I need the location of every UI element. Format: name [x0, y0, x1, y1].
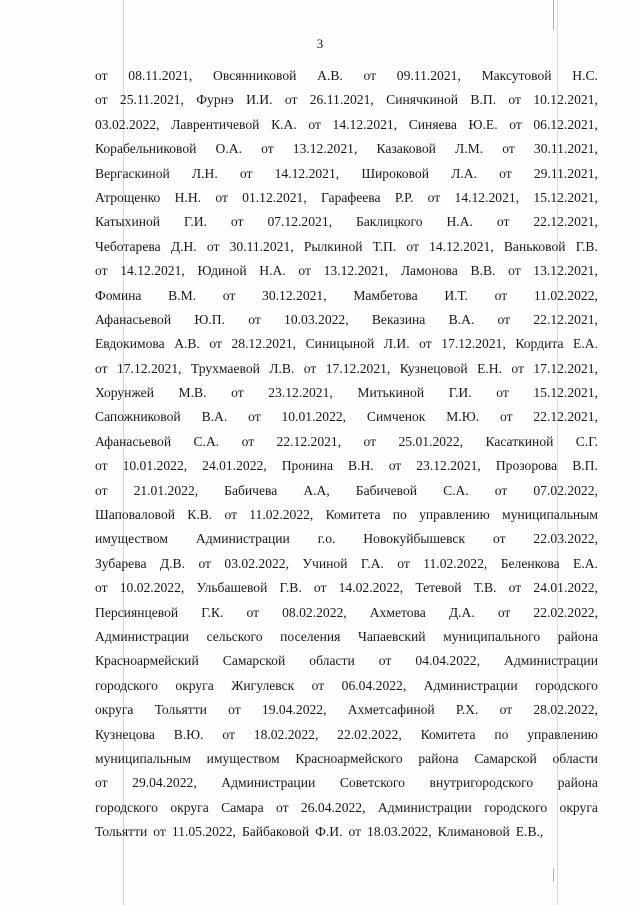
text-word: Чеботарева [95, 238, 161, 254]
text-word: Жигулевск [231, 677, 295, 693]
text-word: 10.03.2022, [284, 311, 349, 327]
text-word: Л.В. [269, 360, 295, 376]
text-word: от [222, 287, 236, 303]
text-word: от [497, 311, 511, 327]
text-word: от [496, 214, 510, 230]
text-word: Учиной [302, 555, 348, 571]
text-word: Евдокимова [95, 336, 165, 352]
text-word: от [95, 482, 108, 498]
text-line [95, 308, 598, 332]
text-word: 10.12.2021, [533, 92, 598, 108]
text-word: Тольятти [95, 824, 148, 840]
text-word: Юдиной [197, 263, 247, 279]
text-word: от [246, 604, 260, 620]
text-word: А.В. [317, 68, 343, 83]
text-word: Администрации [221, 775, 316, 791]
text-line [95, 137, 598, 161]
text-word: 14.12.2021, [274, 165, 340, 181]
text-word: 24.01.2022, [202, 458, 267, 474]
text-word: Администрации [195, 531, 290, 547]
text-word: Бабичевой [355, 482, 418, 498]
text-word: от [228, 702, 241, 718]
text-word: Л.М. [455, 141, 484, 157]
text-word: 22.12.2021, [276, 433, 342, 449]
text-word: от [239, 165, 253, 181]
text-word: 08.02.2022, [282, 604, 347, 620]
text-word: Зубарева [95, 555, 147, 571]
text-word: Мамбетова [353, 287, 418, 303]
text-word: Ю.П. [194, 311, 225, 327]
text-word: 21.01.2022, [133, 482, 199, 498]
text-word: от [363, 68, 377, 83]
text-word: 22.02.2022, [533, 604, 598, 620]
text-word: от [492, 531, 506, 547]
text-word: Администрации [95, 628, 189, 644]
text-word: от [95, 263, 108, 279]
text-word: 22.12.2021, [533, 409, 598, 425]
text-word: 23.12.2021, [416, 458, 481, 474]
text-word: от [499, 702, 513, 718]
text-word: Администрации [377, 799, 472, 815]
text-word: по [392, 507, 407, 523]
text-line [95, 210, 598, 234]
text-line [95, 601, 598, 625]
text-word: Д.А. [448, 604, 475, 620]
text-word: Катыхиной [95, 214, 161, 230]
text-word: К.В. [187, 507, 213, 523]
text-word: Хорунжей [95, 385, 154, 401]
text-word: Г.И. [184, 214, 207, 230]
text-word: от [261, 141, 274, 157]
text-word: Администрации [423, 677, 518, 693]
text-word: Широковой [361, 165, 430, 181]
text-word: Красноармейский [95, 653, 199, 669]
text-word: Т.В. [473, 580, 497, 596]
text-word: управлению [419, 507, 490, 523]
text-word: 10.02.2022, [119, 580, 185, 596]
text-line [95, 186, 598, 210]
text-word: 17.12.2021, [325, 360, 391, 376]
text-line [95, 625, 598, 649]
text-word: 15.12.2021, [533, 385, 598, 401]
text-word: 30.12.2021, [262, 287, 327, 303]
text-word: по [494, 726, 509, 742]
text-word: муниципального [443, 628, 541, 644]
text-word: 28.02.2022, [533, 702, 598, 718]
text-line [95, 723, 598, 747]
text-word: 04.04.2022, [415, 653, 480, 669]
text-word: городского [484, 799, 548, 815]
text-word: Синячкиной [386, 92, 459, 108]
text-word: 26.11.2021, [309, 92, 374, 108]
text-word: Фурнэ [196, 92, 234, 108]
text-word: имуществом [206, 750, 280, 766]
text-word: Ульбашевой [196, 580, 268, 596]
text-line [95, 674, 598, 698]
text-word: округа [95, 702, 134, 718]
text-word: от [388, 458, 402, 474]
text-word: от [206, 238, 220, 254]
text-word: Н.А. [446, 214, 473, 230]
text-word: 08.11.2021, [128, 68, 193, 83]
text-word: от [95, 458, 108, 474]
scan-edge-mark [553, 0, 554, 30]
text-word: городского [95, 799, 158, 815]
text-word: Д.Н. [170, 238, 197, 254]
text-word: Синицыной [305, 336, 375, 352]
text-word: 22.12.2021, [533, 311, 598, 327]
text-word: от [313, 580, 327, 596]
text-word: Кордита [515, 336, 564, 352]
text-word: 09.11.2021, [396, 68, 461, 83]
text-word: района [557, 775, 598, 791]
text-word: 18.02.2022, [253, 726, 319, 742]
text-word: Т.П. [372, 238, 397, 254]
body-text [95, 64, 598, 845]
text-word: Комитета [325, 507, 381, 523]
text-word: Вергаскиной [95, 165, 170, 181]
text-word: Г.И. [448, 385, 472, 401]
text-word: внутригородского [429, 775, 534, 791]
text-word: 10.01.2022, [122, 458, 188, 474]
text-word: от [311, 677, 325, 693]
text-word: от [378, 653, 392, 669]
text-line [95, 430, 598, 454]
text-word: от [348, 824, 362, 840]
text-word: Л.А. [451, 165, 477, 181]
text-word: Лаврентичевой [171, 116, 260, 132]
text-word: от [397, 555, 410, 571]
text-word: Красноармейского [295, 750, 403, 766]
text-word: 11.02.2022, [423, 555, 488, 571]
text-word: М.В. [178, 385, 207, 401]
text-word: от [275, 799, 289, 815]
text-word: Шаповаловой [95, 507, 176, 523]
text-word: Ламонова [400, 263, 458, 279]
text-line [95, 405, 598, 429]
text-word: 22.03.2022, [533, 531, 598, 547]
text-word: городского [95, 677, 158, 693]
text-word: муниципальным [95, 750, 191, 766]
text-word: В.А. [448, 311, 475, 327]
text-word: С.Г. [575, 433, 598, 449]
text-word: С.А. [443, 482, 469, 498]
text-word: от [303, 360, 317, 376]
text-word: Р.Р. [394, 189, 414, 205]
text-word: Чапаевский [358, 628, 426, 644]
text-word: Е.В., [515, 824, 544, 840]
text-line [95, 479, 598, 503]
text-line [95, 796, 598, 820]
text-word: 10.01.2022, [281, 409, 347, 425]
text-word: 15.12.2021, [533, 189, 598, 205]
text-word: 19.04.2022, [261, 702, 327, 718]
text-word: А.А, [303, 482, 330, 498]
text-line [95, 332, 598, 356]
text-line [95, 88, 598, 112]
text-word: округа [175, 677, 214, 693]
text-word: 29.11.2021, [533, 165, 598, 181]
text-line [95, 284, 598, 308]
text-word: от [494, 287, 508, 303]
text-word: Синяева [408, 116, 457, 132]
text-word: И.И. [246, 92, 273, 108]
text-word: Л.И. [383, 336, 410, 352]
text-word: Кузнецова [95, 726, 155, 742]
text-word: района [418, 750, 459, 766]
text-word: Д.В. [159, 555, 186, 571]
text-word: Ахметсафиной [347, 702, 435, 718]
text-word: 29.04.2022, [132, 775, 197, 791]
text-word: от [499, 409, 513, 425]
text-word: 24.01.2022, [533, 580, 598, 596]
text-word: Ф.И. [315, 824, 343, 840]
text-word: 30.11.2021, [533, 141, 598, 157]
text-word: Пронина [281, 458, 333, 474]
text-word: от [499, 165, 512, 181]
text-word: Овсянниковой [213, 68, 297, 83]
text-word: 14.12.2021, [454, 189, 520, 205]
text-word: 13.12.2021, [292, 141, 358, 157]
text-word: Кузнецовой [399, 360, 468, 376]
text-line [95, 162, 598, 186]
text-word: области [552, 750, 598, 766]
text-word: Ахметова [369, 604, 426, 620]
text-line [95, 552, 598, 576]
text-word: от [497, 604, 511, 620]
text-word: от [508, 580, 522, 596]
text-word: г.о. [317, 531, 336, 547]
text-word: В.П. [470, 92, 497, 108]
text-word: от [509, 116, 522, 132]
text-word: от [502, 141, 515, 157]
text-word: от [248, 311, 261, 327]
text-word: 17.12.2021, [533, 360, 598, 376]
text-line [95, 381, 598, 405]
text-word: 06.12.2021, [533, 116, 598, 132]
text-word: Ю.Е. [468, 116, 498, 132]
text-word: 11.02.2022, [249, 507, 314, 523]
text-word: от [284, 92, 298, 108]
page-number: 3 [316, 36, 324, 51]
text-word: от [308, 116, 321, 132]
text-word: Г.А. [360, 555, 384, 571]
text-word: Сапожниковой [95, 409, 181, 425]
text-word: Симченок [366, 409, 426, 425]
text-word: Персиянцевой [95, 604, 179, 620]
text-word: Самарской [222, 653, 286, 669]
text-word: Касаткиной [485, 433, 554, 449]
text-word: Прозорова [495, 458, 558, 474]
text-word: Н.С. [572, 68, 598, 83]
text-word: 13.12.2021, [533, 263, 598, 279]
text-word: 25.01.2022, [398, 433, 464, 449]
text-word: управлению [527, 726, 598, 742]
text-word: от [95, 360, 108, 376]
text-word: Беленкова [500, 555, 560, 571]
text-word: от [298, 263, 311, 279]
text-word: В.Н. [348, 458, 374, 474]
text-word: Е.А. [573, 555, 598, 571]
text-word: муниципальным [502, 507, 598, 523]
text-line [95, 747, 598, 771]
text-word: от [508, 263, 521, 279]
text-word: области [309, 653, 355, 669]
text-word: от [231, 385, 244, 401]
text-word: Максутовой [481, 68, 552, 83]
text-line [95, 771, 598, 795]
text-line [95, 235, 598, 259]
text-word: Байбаковой [241, 824, 310, 840]
text-word: Афанасьевой [95, 433, 172, 449]
text-word: Тетевой [415, 580, 462, 596]
text-word: 13.12.2021, [323, 263, 389, 279]
text-word: Атрощенко [95, 189, 161, 205]
text-word: от [248, 409, 261, 425]
text-word: Е.А. [573, 336, 598, 352]
text-word: 14.12.2021, [332, 116, 398, 132]
text-word: 06.04.2022, [341, 677, 407, 693]
text-word: от [224, 507, 238, 523]
text-word: Самарской [474, 750, 537, 766]
text-word: от [241, 433, 255, 449]
text-word: от [198, 555, 211, 571]
text-word: 23.12.2021, [268, 385, 333, 401]
text-word: Баклицкого [355, 214, 423, 230]
text-line [95, 503, 598, 527]
text-word: от [95, 92, 108, 108]
text-word: от [511, 360, 524, 376]
text-word: Г.В. [575, 238, 598, 254]
text-word: округа [559, 799, 598, 815]
text-word: от [95, 68, 108, 83]
text-word: от [496, 385, 509, 401]
text-word: Рылкиной [303, 238, 363, 254]
text-line [95, 259, 598, 283]
text-word: 14.02.2022, [338, 580, 404, 596]
text-word: от [427, 189, 441, 205]
text-word: Советского [339, 775, 405, 791]
text-word: Трухмаевой [190, 360, 260, 376]
text-word: 17.12.2021, [116, 360, 182, 376]
text-word: округа [170, 799, 209, 815]
text-word: Новокуйбышевск [363, 531, 466, 547]
text-word: 18.03.2022, [367, 824, 432, 840]
text-word: от [419, 336, 432, 352]
text-word: от [95, 775, 108, 791]
text-word: городского [535, 677, 598, 693]
text-word: от [153, 824, 166, 840]
text-word: 14.12.2021, [120, 263, 185, 279]
text-word: 17.12.2021, [441, 336, 506, 352]
text-word: от [209, 336, 222, 352]
text-word: 03.02.2022, [95, 116, 160, 132]
text-word: Г.В. [279, 580, 302, 596]
text-line [95, 698, 598, 722]
text-word: от [215, 189, 228, 205]
text-word: М.Ю. [446, 409, 480, 425]
text-word: К.А. [271, 116, 297, 132]
text-word: 11.05.2022, [171, 824, 236, 840]
text-word: Тольятти [154, 702, 207, 718]
text-word: от [95, 580, 108, 596]
text-line [95, 454, 598, 478]
text-word: Митькиной [357, 385, 425, 401]
text-word: поселения [280, 628, 341, 644]
text-word: 22.12.2021, [533, 214, 598, 230]
text-word: Г.К. [201, 604, 224, 620]
text-line [95, 527, 598, 551]
text-word: 22.02.2022, [337, 726, 402, 742]
text-line [95, 357, 598, 381]
text-word: 26.04.2022, [300, 799, 366, 815]
text-word: 03.02.2022, [224, 555, 289, 571]
text-word: В.Ю. [173, 726, 204, 742]
text-word: 07.02.2022, [533, 482, 598, 498]
text-line [95, 649, 598, 673]
text-word: Гарафеева [321, 189, 381, 205]
text-word: 28.12.2021, [231, 336, 297, 352]
text-word: В.П. [572, 458, 598, 474]
text-word: О.А. [215, 141, 242, 157]
text-word: Климановой [437, 824, 510, 840]
text-line [95, 820, 598, 844]
text-word: от [508, 92, 521, 108]
text-word: Комитета [420, 726, 476, 742]
text-line [95, 576, 598, 600]
text-line [95, 113, 598, 137]
text-word: от [230, 214, 244, 230]
text-word: Фомина [95, 287, 142, 303]
text-word: 14.12.2021, [429, 238, 494, 254]
text-word: сельского [206, 628, 263, 644]
text-word: 01.12.2021, [242, 189, 307, 205]
text-word: от [363, 433, 377, 449]
text-word: 11.02.2022, [533, 287, 598, 303]
text-word: С.А. [193, 433, 220, 449]
text-word: района [557, 628, 598, 644]
text-word: 07.12.2021, [267, 214, 333, 230]
text-word: Л.Н. [191, 165, 218, 181]
text-word: имуществом [95, 531, 168, 547]
text-word: И.Т. [444, 287, 468, 303]
text-word: Афанасьевой [95, 311, 172, 327]
text-word: Казаковой [376, 141, 436, 157]
text-word: от [406, 238, 419, 254]
text-word: Администрации [504, 653, 598, 669]
scan-edge-mark [553, 868, 554, 882]
text-word: Корабельниковой [95, 141, 197, 157]
text-word: от [222, 726, 235, 742]
text-word: В.В. [470, 263, 496, 279]
text-word: Самара [221, 799, 264, 815]
text-word: В.А. [201, 409, 228, 425]
text-word: А.В. [174, 336, 200, 352]
text-word: Н.Н. [174, 189, 202, 205]
text-line [95, 64, 598, 88]
text-word: Бабичева [224, 482, 278, 498]
text-word: В.М. [168, 287, 197, 303]
text-word: Р.Х. [455, 702, 479, 718]
text-word: 25.11.2021, [119, 92, 184, 108]
text-word: Ваньковой [503, 238, 566, 254]
text-word: Веказина [371, 311, 426, 327]
text-word: Е.Н. [477, 360, 503, 376]
text-word: Н.А. [259, 263, 286, 279]
text-word: 30.11.2021, [229, 238, 294, 254]
text-word: от [494, 482, 508, 498]
